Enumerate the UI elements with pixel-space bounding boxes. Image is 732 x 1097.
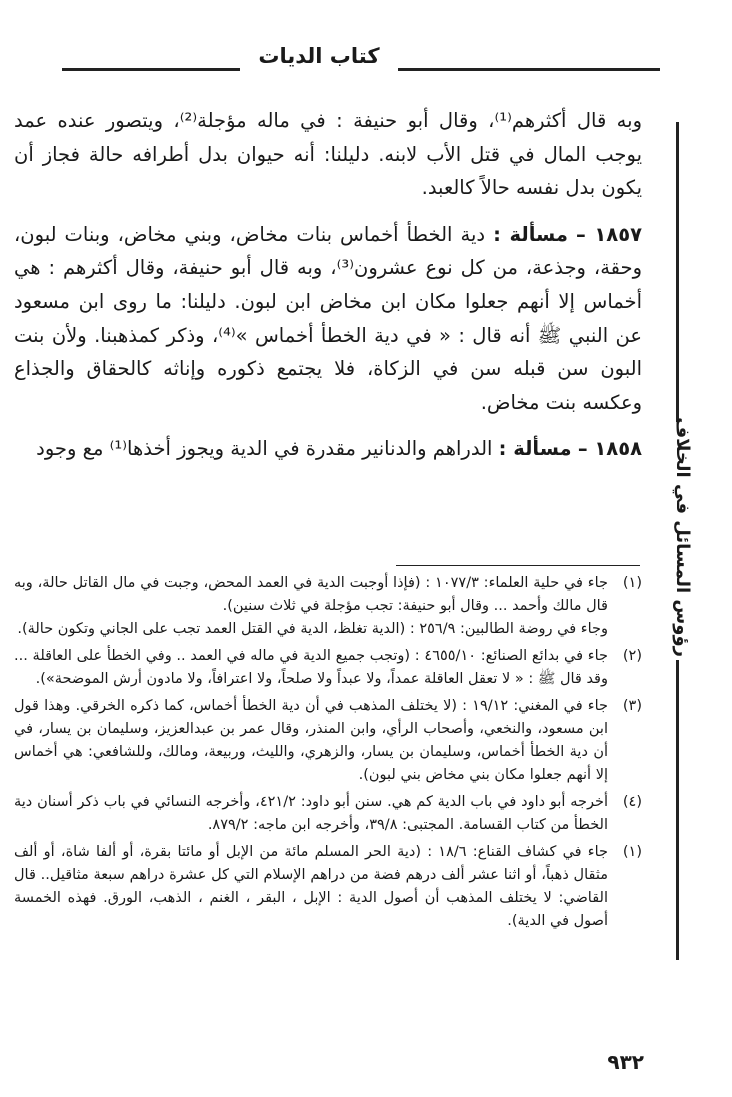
paragraph-issue-1858 xyxy=(14,432,642,466)
footnote-line: جاء في بدائع الصنائع: ٤٦٥٥/١٠ : (وتجب جميع الدية في ماله في العمد .. وفي الخطأ على العاقلة ... وقد قال ﷺ : « لا تعقل العاقلة عمداً، ولا عبداً ولا صلحاً، ولا اعترافاً، ولا مادون أرش الموضحة»). xyxy=(14,648,608,687)
footnote-body xyxy=(14,645,608,691)
footnote-number: (٤) xyxy=(622,794,642,810)
paragraph-text: وبه قال أكثرهم⁽¹⁾، وقال أبو حنيفة : في ماله مؤجلة⁽²⁾، ويتصور عنده عمد يوجب المال في قتل الأب لابنه. دليلنا: أنه حيوان بدل أطرافه حالة فجاز أن يكون بدل نفسه حالاً كالعبد. xyxy=(14,109,642,200)
side-running-title: رؤوس المسائل في الخلاف xyxy=(672,417,693,657)
issue-keyword: مسألة : xyxy=(493,222,568,246)
running-header-title: كتاب الديات xyxy=(258,44,380,68)
footnote-line: جاء في كشاف القناع: ١٨/٦ : (دية الحر المسلم مائة من الإبل أو مائتا بقرة، أو ألفا شاة، أو ألف مثقال ذهباً، أو اثنا عشر ألف درهم فضة من دراهم الإسلام التي كل عشرة دراهم سبعة مثاقيل.. قال القاضي: لا يختلف المذهب أن أصول الدية : الإبل ، البقر ، الغنم ، الذهب، الورق. فهذه الخمسة أصول في الدية). xyxy=(14,844,608,929)
footnote-number: (١) xyxy=(622,575,642,591)
footnote-line: أخرجه أبو داود في باب الدية كم هي. سنن أبو داود: ٤٢١/٢، وأخرجه النسائي في باب ذكر أسنان دية الخطأ من كتاب القسامة. المجتبى: ٣٩/٨، وأخرجه ابن ماجه: ٨٧٩/٢. xyxy=(14,794,608,833)
footnote-line: وجاء في روضة الطالبين: ٢٥٦/٩ : (الدية تغلظ، الدية في القتل العمد تجب على الجاني وتكون حالة). xyxy=(17,621,608,637)
footnote-number: (١) xyxy=(622,844,642,860)
footnote-body xyxy=(14,572,608,641)
footnotes xyxy=(14,572,642,937)
side-rule-top xyxy=(676,122,679,422)
issue-number: ١٨٥٨ – xyxy=(577,437,642,461)
side-rule-bottom xyxy=(676,660,679,960)
footnote-line: جاء في المغني: ١٩/١٢ : (لا يختلف المذهب في أن دية الخطأ أخماس، كما ذكره الخرقي. وهذا قول ابن مسعود، والنخعي، وأصحاب الرأي، وابن المنذر، وقال عمر بن عبدالعزيز، وسليمان بن يسار، في أن دية الخطأ أخماس، وسليمان بن يسار، والزهري، والليث، وربيعة، ومالك، وللشافعي: هي أخماس إلا أنهم جعلوا مكان بني مخاض بني لبون). xyxy=(14,698,609,783)
paragraph-issue-1857 xyxy=(14,218,642,420)
footnote xyxy=(14,572,642,641)
issue-number: ١٨٥٧ – xyxy=(576,222,642,246)
footnote-line: جاء في حلية العلماء: ١٠٧٧/٣ : (فإذا أوجبت الدية في العمد المحض، وجبت في مال القاتل حالة، وبه قال مالك وأحمد ... وقال أبو حنيفة: تجب مؤجلة في ثلاث سنين). xyxy=(14,575,608,614)
footnote xyxy=(14,791,642,837)
header-rule-right xyxy=(398,68,660,71)
footnote-number: (٢) xyxy=(622,648,642,664)
footnote-body xyxy=(14,791,608,837)
footnote-body xyxy=(14,695,608,787)
paragraph-text: الدراهم والدنانير مقدرة في الدية ويجوز أخذها⁽¹⁾ مع وجود xyxy=(36,437,493,461)
footnote xyxy=(14,695,642,787)
footnote-number: (٣) xyxy=(622,698,642,714)
page-number: ٩٣٢ xyxy=(607,1050,644,1074)
issue-keyword: مسألة : xyxy=(498,437,572,461)
paragraph xyxy=(14,104,642,205)
footnote xyxy=(14,841,642,933)
footnote xyxy=(14,645,642,691)
main-body-text xyxy=(14,104,642,466)
footnote-separator xyxy=(396,565,640,566)
footnote-body xyxy=(14,841,608,933)
paragraph-text: دية الخطأ أخماس بنات مخاض، وبني مخاض، وبنات لبون، وحقة، وجذعة، من كل نوع عشرون⁽³⁾، وبه قال أبو حنيفة، وقال أكثرهم : هي أخماس إلا أنهم جعلوا مكان ابن مخاض ابن لبون. دليلنا: ما روى ابن مسعود عن النبي ﷺ أنه قال : « في دية الخطأ أخماس »⁽⁴⁾، وذكر كمذهبنا. ولأن بنت البون سن قبله سن في الزكاة، فلا يجتمع ذكوره وإناثه كالحقاق والجذاع وعكسه بنت مخاض. xyxy=(14,222,642,414)
header-rule-left xyxy=(62,68,240,71)
